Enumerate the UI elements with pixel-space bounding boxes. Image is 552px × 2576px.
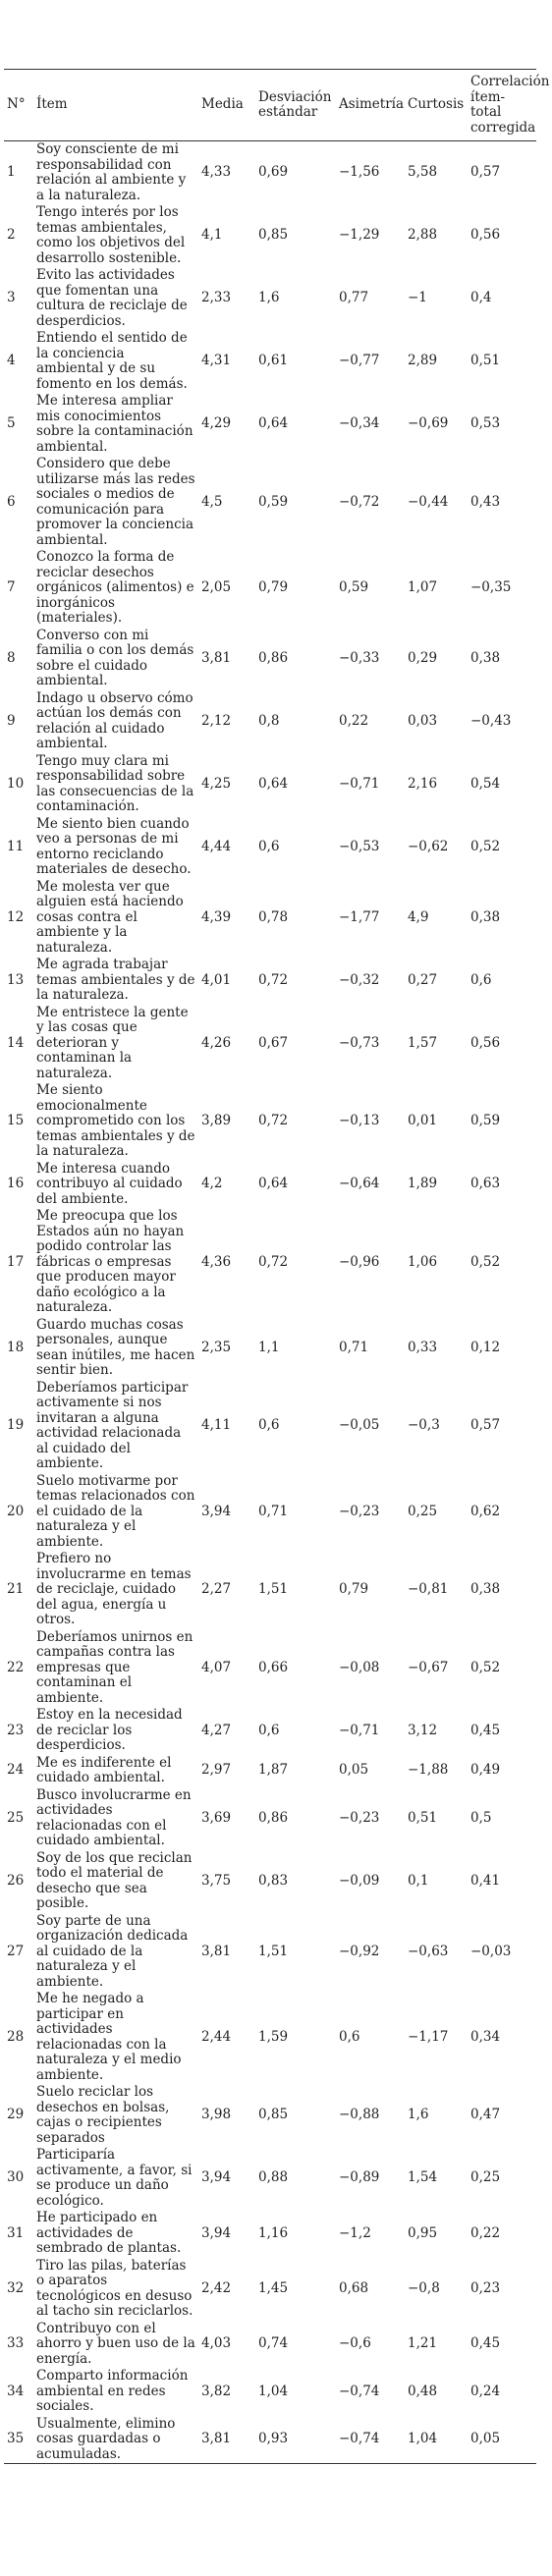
cell-kurt: 0,27 xyxy=(408,971,438,988)
cell-kurt: −0,63 xyxy=(408,1943,449,1959)
cell-sd: 0,59 xyxy=(258,493,289,510)
cell-item: Prefiero no involucrarme en temas de reciclaje, cuidado del agua, energía u otros. xyxy=(36,1551,192,1627)
cell-sd: 0,78 xyxy=(258,908,289,925)
cell-sd: 0,74 xyxy=(258,2335,289,2351)
cell-asym: −0,09 xyxy=(339,1872,380,1889)
table-row xyxy=(4,2084,536,2147)
cell-kurt: −0,81 xyxy=(408,1581,449,1597)
cell-item: He participado en actividades de sembrado de plantas. xyxy=(36,2210,182,2256)
cell-media: 3,94 xyxy=(201,2224,232,2241)
cell-item: Busco involucrarme en actividades relacionadas con el cuidado ambiental. xyxy=(36,1786,192,1848)
cell-asym: −0,77 xyxy=(339,353,380,369)
cell-kurt: 0,95 xyxy=(408,2224,438,2241)
cell-media: 3,81 xyxy=(201,649,232,666)
cell-media: 4,33 xyxy=(201,164,232,181)
cell-num: 34 xyxy=(7,2383,25,2399)
cell-sd: 0,67 xyxy=(258,1034,289,1051)
cell-media: 4,01 xyxy=(201,971,232,988)
cell-kurt: 1,04 xyxy=(408,2431,438,2446)
cell-media: 4,5 xyxy=(201,493,223,510)
cell-asym: 0,6 xyxy=(339,2028,360,2045)
cell-item: Me preocupa que los Estados aún no hayan podido controlar las fábricas o empresas que producen mayor daño ecológico a la naturaleza. xyxy=(36,1208,185,1315)
cell-asym: −0,64 xyxy=(339,1176,380,1191)
cell-num: 6 xyxy=(7,493,16,510)
cell-asym: −0,23 xyxy=(339,1503,380,1519)
table-row xyxy=(4,456,536,549)
cell-num: 16 xyxy=(7,1176,25,1191)
table-row xyxy=(4,2368,536,2416)
cell-num: 13 xyxy=(7,971,25,988)
cell-num: 27 xyxy=(7,1943,25,1959)
cell-kurt: 5,58 xyxy=(408,164,438,181)
cell-corr: 0,38 xyxy=(470,1581,501,1597)
table-row xyxy=(4,1473,536,1552)
cell-corr: 0,12 xyxy=(470,1339,501,1355)
table-row xyxy=(4,1380,536,1473)
cell-media: 3,69 xyxy=(201,1809,232,1826)
cell-num: 22 xyxy=(7,1659,25,1675)
cell-media: 4,26 xyxy=(201,1034,232,1051)
cell-asym: −0,23 xyxy=(339,1809,380,1826)
cell-corr: 0,23 xyxy=(470,2279,501,2296)
cell-corr: 0,22 xyxy=(470,2224,501,2241)
table-row xyxy=(4,2416,536,2464)
cell-num: 21 xyxy=(7,1581,25,1597)
cell-num: 35 xyxy=(7,2431,25,2446)
cell-corr: 0,57 xyxy=(470,1417,501,1434)
cell-corr: 0,5 xyxy=(470,1809,492,1826)
cell-num: 25 xyxy=(7,1809,25,1826)
cell-num: 23 xyxy=(7,1722,25,1738)
cell-kurt: −1 xyxy=(408,290,427,306)
cell-sd: 1,51 xyxy=(258,1581,289,1597)
table-row xyxy=(4,204,536,267)
cell-media: 4,39 xyxy=(201,908,232,925)
cell-sd: 0,88 xyxy=(258,2169,289,2186)
cell-kurt: −1,17 xyxy=(408,2028,449,2045)
cell-asym: −0,72 xyxy=(339,493,380,510)
cell-kurt: 2,89 xyxy=(408,353,438,369)
table-row xyxy=(4,957,536,1005)
cell-kurt: 1,6 xyxy=(408,2107,429,2123)
cell-item: Deberíamos participar activamente si nos invitaran a alguna actividad relacionada al cuidado del ambiente. xyxy=(36,1379,189,1471)
cell-item: Indago u observo cómo actúan los demás con relación al cuidado ambiental. xyxy=(36,689,193,751)
cell-asym: −0,34 xyxy=(339,415,380,432)
table-row xyxy=(4,1161,536,1209)
cell-media: 4,2 xyxy=(201,1176,223,1191)
cell-corr: 0,51 xyxy=(470,353,501,369)
cell-corr: 0,56 xyxy=(470,1034,501,1051)
cell-sd: 1,6 xyxy=(258,290,280,306)
cell-kurt: 2,16 xyxy=(408,775,438,792)
table-row xyxy=(4,2147,536,2210)
cell-kurt: 0,01 xyxy=(408,1113,438,1128)
cell-media: 3,94 xyxy=(201,2169,232,2186)
cell-sd: 0,64 xyxy=(258,1176,289,1191)
cell-corr: 0,59 xyxy=(470,1113,501,1128)
cell-num: 15 xyxy=(7,1113,25,1128)
cell-asym: −1,29 xyxy=(339,227,380,244)
cell-asym: 0,77 xyxy=(339,290,369,306)
cell-asym: −1,56 xyxy=(339,164,380,181)
cell-corr: −0,03 xyxy=(470,1943,512,1959)
cell-kurt: −0,62 xyxy=(408,838,449,854)
table-row xyxy=(4,1208,536,1317)
cell-sd: 0,8 xyxy=(258,712,280,729)
cell-kurt: −0,44 xyxy=(408,493,449,510)
cell-sd: 0,6 xyxy=(258,1722,280,1738)
cell-asym: −0,6 xyxy=(339,2335,371,2351)
cell-item: Contribuyo con el ahorro y buen uso de la energía. xyxy=(36,2320,195,2367)
cell-kurt: 1,89 xyxy=(408,1176,438,1191)
cell-num: 14 xyxy=(7,1034,25,1051)
cell-num: 26 xyxy=(7,1872,25,1889)
cell-corr: 0,34 xyxy=(470,2028,501,2045)
cell-media: 4,25 xyxy=(201,775,232,792)
cell-kurt: 2,88 xyxy=(408,227,438,244)
cell-item: Comparto información ambiental en redes sociales. xyxy=(36,2368,189,2414)
cell-corr: 0,25 xyxy=(470,2169,501,2186)
cell-sd: 0,69 xyxy=(258,164,289,181)
header-media: Media xyxy=(201,96,244,113)
table-row xyxy=(4,1707,536,1755)
cell-item: Tiro las pilas, baterías o aparatos tecnológicos en desuso al tacho sin reciclarlos. xyxy=(36,2257,193,2319)
cell-item: Me interesa cuando contribuyo al cuidado del ambiente. xyxy=(36,1160,183,1207)
table-row xyxy=(4,1005,536,1083)
cell-corr: 0,45 xyxy=(470,2335,501,2351)
cell-corr: 0,53 xyxy=(470,415,501,432)
table-row xyxy=(4,1787,536,1850)
cell-kurt: 0,51 xyxy=(408,1809,438,1826)
cell-corr: 0,52 xyxy=(470,1659,501,1675)
cell-num: 32 xyxy=(7,2279,25,2296)
cell-item: Suelo motivarme por temas relacionados con el cuidado de la naturaleza y el ambiente. xyxy=(36,1472,195,1550)
table-row xyxy=(4,1551,536,1629)
table-row xyxy=(4,330,536,393)
table-row xyxy=(4,2258,536,2321)
cell-item: Me interesa ampliar mis conocimientos sobre la contaminación ambiental. xyxy=(36,393,193,455)
cell-num: 17 xyxy=(7,1253,25,1270)
cell-media: 4,27 xyxy=(201,1722,232,1738)
cell-asym: 0,68 xyxy=(339,2279,369,2296)
cell-kurt: 0,03 xyxy=(408,712,438,729)
cell-kurt: 1,07 xyxy=(408,579,438,595)
cell-kurt: −0,8 xyxy=(408,2279,440,2296)
cell-kurt: 0,33 xyxy=(408,1339,438,1355)
table-row xyxy=(4,1317,536,1380)
cell-corr: 0,52 xyxy=(470,838,501,854)
cell-kurt: 1,06 xyxy=(408,1253,438,1270)
table-row xyxy=(4,1082,536,1161)
table-row xyxy=(4,549,536,628)
cell-asym: 0,71 xyxy=(339,1339,369,1355)
cell-media: 2,44 xyxy=(201,2028,232,2045)
cell-corr: 0,05 xyxy=(470,2431,501,2446)
cell-corr: 0,43 xyxy=(470,493,501,510)
table-row xyxy=(4,1850,536,1913)
cell-sd: 0,86 xyxy=(258,649,289,666)
cell-kurt: 1,21 xyxy=(408,2335,438,2351)
cell-asym: −0,13 xyxy=(339,1113,380,1128)
cell-item: Estoy en la necesidad de reciclar los desperdicios. xyxy=(36,1707,183,1753)
cell-kurt: −0,3 xyxy=(408,1417,440,1434)
cell-item: Tengo muy clara mi responsabilidad sobre las consecuencias de la contaminación. xyxy=(36,752,194,814)
cell-corr: 0,4 xyxy=(470,290,492,306)
cell-corr: 0,38 xyxy=(470,649,501,666)
cell-num: 24 xyxy=(7,1762,25,1779)
cell-asym: −0,92 xyxy=(339,1943,380,1959)
cell-asym: −0,05 xyxy=(339,1417,380,1434)
items-table xyxy=(4,69,550,2464)
cell-corr: 0,49 xyxy=(470,1762,501,1779)
cell-num: 19 xyxy=(7,1417,25,1434)
cell-sd: 0,72 xyxy=(258,1113,289,1128)
cell-sd: 0,64 xyxy=(258,415,289,432)
cell-media: 2,12 xyxy=(201,712,232,729)
cell-sd: 0,61 xyxy=(258,353,289,369)
cell-kurt: 0,25 xyxy=(408,1503,438,1519)
header-item: Ítem xyxy=(36,96,68,113)
cell-sd: 1,04 xyxy=(258,2383,289,2399)
cell-num: 7 xyxy=(7,579,16,595)
cell-sd: 1,87 xyxy=(258,1762,289,1779)
cell-corr: 0,6 xyxy=(470,971,492,988)
cell-media: 3,89 xyxy=(201,1113,232,1128)
header-corr: Correlación ítem-total corregida xyxy=(470,74,550,136)
cell-corr: 0,52 xyxy=(470,1253,501,1270)
cell-num: 5 xyxy=(7,415,16,432)
cell-corr: 0,57 xyxy=(470,164,501,181)
cell-sd: 0,93 xyxy=(258,2431,289,2446)
cell-asym: −0,88 xyxy=(339,2107,380,2123)
cell-media: 2,42 xyxy=(201,2279,232,2296)
cell-media: 4,07 xyxy=(201,1659,232,1675)
cell-sd: 0,86 xyxy=(258,1809,289,1826)
cell-num: 1 xyxy=(7,164,16,181)
cell-sd: 0,71 xyxy=(258,1503,289,1519)
table-body xyxy=(4,141,536,2464)
header-kurt: Curtosis xyxy=(408,96,465,113)
cell-asym: −0,74 xyxy=(339,2431,380,2446)
cell-item: Participaría activamente, a favor, si se produce un daño ecológico. xyxy=(36,2147,193,2209)
cell-num: 30 xyxy=(7,2169,25,2186)
table-row xyxy=(4,141,536,205)
cell-corr: 0,38 xyxy=(470,908,501,925)
cell-item: Usualmente, elimino cosas guardadas o acumuladas. xyxy=(36,2415,176,2462)
cell-kurt: −0,69 xyxy=(408,415,449,432)
cell-asym: −0,71 xyxy=(339,1722,380,1738)
cell-kurt: 0,29 xyxy=(408,649,438,666)
cell-media: 4,31 xyxy=(201,353,232,369)
cell-num: 9 xyxy=(7,712,16,729)
cell-item: Me siento emocionalmente comprometido con los temas ambientales y de la naturaleza. xyxy=(36,1082,195,1159)
cell-media: 4,11 xyxy=(201,1417,232,1434)
cell-media: 3,81 xyxy=(201,2431,232,2446)
cell-item: Considero que debe utilizarse más las redes sociales o medios de comunicación para promover la conciencia ambiental. xyxy=(36,456,195,548)
table-row xyxy=(4,628,536,690)
cell-sd: 1,51 xyxy=(258,1943,289,1959)
cell-asym: −0,96 xyxy=(339,1253,380,1270)
cell-item: Me siento bien cuando veo a personas de mi entorno reciclando materiales de desecho. xyxy=(36,815,192,877)
cell-num: 20 xyxy=(7,1503,25,1519)
cell-item: Suelo reciclar los desechos en bolsas, cajas o recipientes separados xyxy=(36,2084,170,2146)
cell-item: Soy consciente de mi responsabilidad con relación al ambiente y a la naturaleza. xyxy=(36,141,187,203)
cell-item: Entiendo el sentido de la conciencia ambiental y de su fomento en los demás. xyxy=(36,330,188,392)
cell-num: 31 xyxy=(7,2224,25,2241)
table-row xyxy=(4,816,536,879)
cell-sd: 0,66 xyxy=(258,1659,289,1675)
cell-asym: −0,71 xyxy=(339,775,380,792)
cell-sd: 0,72 xyxy=(258,971,289,988)
cell-asym: 0,79 xyxy=(339,1581,369,1597)
cell-media: 2,97 xyxy=(201,1762,232,1779)
cell-item: Me he negado a participar en actividades relacionadas con la naturaleza y el medio ambiente. xyxy=(36,1991,182,2083)
cell-corr: 0,47 xyxy=(470,2107,501,2123)
cell-kurt: 0,1 xyxy=(408,1872,429,1889)
cell-item: Conozco la forma de reciclar desechos orgánicos (alimentos) e inorgánicos (materiales). xyxy=(36,549,194,626)
cell-item: Soy parte de una organización dedicada al cuidado de la naturaleza y el ambiente. xyxy=(36,1912,189,1990)
cell-asym: 0,22 xyxy=(339,712,369,729)
cell-sd: 0,6 xyxy=(258,838,280,854)
cell-num: 12 xyxy=(7,908,25,925)
cell-asym: −1,2 xyxy=(339,2224,371,2241)
cell-item: Me es indiferente el cuidado ambiental. xyxy=(36,1754,172,1785)
cell-corr: 0,24 xyxy=(470,2383,501,2399)
cell-media: 4,1 xyxy=(201,227,223,244)
cell-asym: −0,33 xyxy=(339,649,380,666)
cell-sd: 0,72 xyxy=(258,1253,289,1270)
cell-num: 28 xyxy=(7,2028,25,2045)
cell-corr: −0,35 xyxy=(470,579,512,595)
cell-sd: 0,85 xyxy=(258,227,289,244)
cell-sd: 0,6 xyxy=(258,1417,280,1434)
table-row xyxy=(4,690,536,753)
cell-num: 29 xyxy=(7,2107,25,2123)
cell-sd: 1,59 xyxy=(258,2028,289,2045)
cell-item: Guardo muchas cosas personales, aunque sean inútiles, me hacen sentir bien. xyxy=(36,1316,195,1378)
table-row xyxy=(4,2210,536,2258)
cell-num: 10 xyxy=(7,775,25,792)
cell-kurt: −0,67 xyxy=(408,1659,449,1675)
table-row xyxy=(4,753,536,816)
cell-kurt: 0,48 xyxy=(408,2383,438,2399)
header-sd: Desviación estándar xyxy=(258,88,332,120)
cell-asym: −1,77 xyxy=(339,908,380,925)
cell-num: 4 xyxy=(7,353,16,369)
cell-sd: 1,45 xyxy=(258,2279,289,2296)
cell-sd: 0,79 xyxy=(258,579,289,595)
cell-num: 11 xyxy=(7,838,25,854)
cell-kurt: 3,12 xyxy=(408,1722,438,1738)
cell-asym: −0,53 xyxy=(339,838,380,854)
cell-item: Me molesta ver que alguien está haciendo cosas contra el ambiente y la naturaleza. xyxy=(36,878,184,956)
cell-corr: 0,62 xyxy=(470,1503,501,1519)
table-row xyxy=(4,267,536,330)
cell-sd: 1,1 xyxy=(258,1339,280,1355)
header-num: N° xyxy=(7,96,26,113)
header-row xyxy=(4,70,536,141)
cell-item: Me entristece la gente y las cosas que deterioran y contaminan la naturaleza. xyxy=(36,1004,189,1081)
cell-num: 18 xyxy=(7,1339,25,1355)
table-row xyxy=(4,879,536,958)
cell-sd: 1,16 xyxy=(258,2224,289,2241)
cell-media: 4,29 xyxy=(201,415,232,432)
cell-item: Deberíamos unirnos en campañas contra las empresas que contaminan el ambiente. xyxy=(36,1628,193,1706)
cell-media: 3,82 xyxy=(201,2383,232,2399)
cell-corr: 0,56 xyxy=(470,227,501,244)
cell-media: 2,27 xyxy=(201,1581,232,1597)
cell-item: Me agrada trabajar temas ambientales y de la naturaleza. xyxy=(36,957,195,1003)
cell-asym: 0,05 xyxy=(339,1762,369,1779)
cell-item: Soy de los que reciclan todo el material de desecho que sea posible. xyxy=(36,1849,193,1911)
cell-kurt: 1,57 xyxy=(408,1034,438,1051)
cell-sd: 0,83 xyxy=(258,1872,289,1889)
header-asym: Asimetría xyxy=(339,96,405,113)
table-row xyxy=(4,1755,536,1787)
cell-media: 4,44 xyxy=(201,838,232,854)
cell-sd: 0,64 xyxy=(258,775,289,792)
table-row xyxy=(4,2321,536,2369)
cell-media: 4,03 xyxy=(201,2335,232,2351)
cell-asym: −0,08 xyxy=(339,1659,380,1675)
cell-media: 3,75 xyxy=(201,1872,232,1889)
cell-kurt: −1,88 xyxy=(408,1762,449,1779)
cell-asym: −0,74 xyxy=(339,2383,380,2399)
cell-corr: −0,43 xyxy=(470,712,512,729)
cell-media: 3,81 xyxy=(201,1943,232,1959)
table-row xyxy=(4,1991,536,2084)
table-header xyxy=(4,70,550,141)
cell-media: 2,05 xyxy=(201,579,232,595)
cell-asym: −0,73 xyxy=(339,1034,380,1051)
cell-media: 3,94 xyxy=(201,1503,232,1519)
table-row xyxy=(4,1629,536,1708)
cell-item: Evito las actividades que fomentan una cultura de reciclaje de desperdicios. xyxy=(36,267,188,329)
cell-kurt: 1,54 xyxy=(408,2169,438,2186)
cell-num: 8 xyxy=(7,649,16,666)
cell-asym: 0,59 xyxy=(339,579,369,595)
table-row xyxy=(4,1913,536,1992)
cell-asym: −0,32 xyxy=(339,971,380,988)
cell-media: 2,35 xyxy=(201,1339,232,1355)
cell-num: 33 xyxy=(7,2335,25,2351)
cell-num: 2 xyxy=(7,227,16,244)
cell-asym: −0,89 xyxy=(339,2169,380,2186)
cell-media: 3,98 xyxy=(201,2107,232,2123)
cell-corr: 0,54 xyxy=(470,775,501,792)
cell-sd: 0,85 xyxy=(258,2107,289,2123)
cell-corr: 0,63 xyxy=(470,1176,501,1191)
cell-corr: 0,45 xyxy=(470,1722,501,1738)
cell-kurt: 4,9 xyxy=(408,908,429,925)
cell-item: Converso con mi familia o con los demás sobre el cuidado ambiental. xyxy=(36,627,194,688)
cell-corr: 0,41 xyxy=(470,1872,501,1889)
cell-num: 3 xyxy=(7,290,16,306)
table-row xyxy=(4,393,536,456)
cell-item: Tengo interés por los temas ambientales, como los objetivos del desarrollo sostenible. xyxy=(36,204,186,266)
cell-media: 2,33 xyxy=(201,290,232,306)
cell-media: 4,36 xyxy=(201,1253,232,1270)
